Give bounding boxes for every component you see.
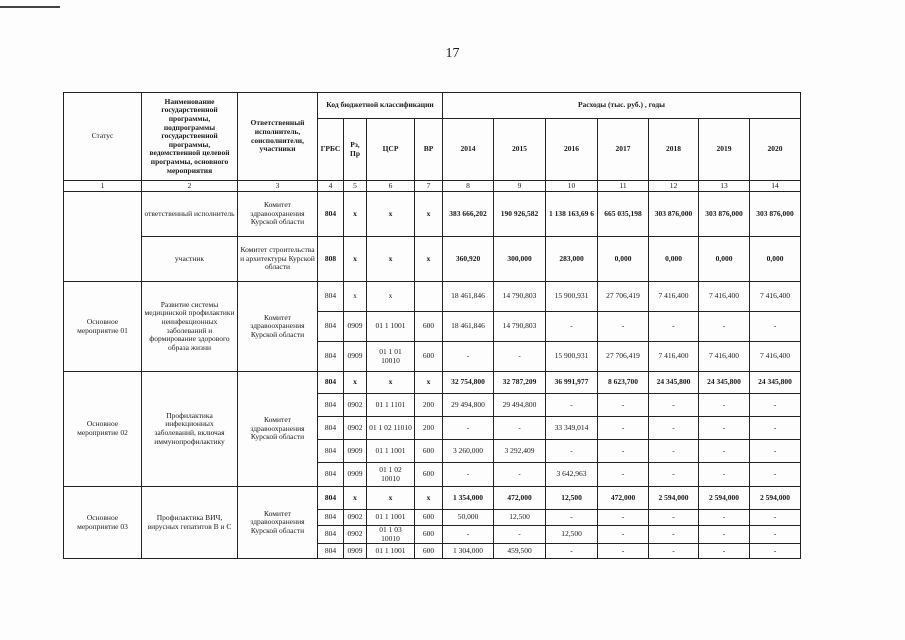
value-cell: 15 900,931	[546, 342, 598, 372]
top-rule	[0, 6, 60, 8]
value-cell: -	[546, 510, 598, 526]
value-cell: -	[598, 544, 649, 559]
column-number: 9	[494, 181, 546, 192]
value-cell: -	[546, 394, 598, 417]
value-cell: 300,000	[494, 237, 546, 282]
value-cell: -	[750, 417, 801, 440]
value-cell: -	[699, 544, 750, 559]
csr-cell: x	[367, 282, 415, 312]
header-year: 2014	[443, 119, 494, 181]
value-cell: 3 642,963	[546, 463, 598, 487]
value-cell: 3 292,409	[494, 440, 546, 463]
value-cell: 14 790,803	[494, 312, 546, 342]
value-cell: 29 494,800	[443, 394, 494, 417]
vr-cell: 600	[415, 526, 443, 544]
table-row	[64, 192, 801, 237]
rzpr-cell: 0909	[344, 312, 367, 342]
value-cell: -	[598, 510, 649, 526]
value-cell: -	[443, 526, 494, 544]
rzpr-cell: 0902	[344, 510, 367, 526]
value-cell: -	[699, 526, 750, 544]
grbs-cell: 804	[318, 487, 344, 510]
value-cell: 1 354,000	[443, 487, 494, 510]
value-cell: -	[750, 526, 801, 544]
value-cell: -	[750, 463, 801, 487]
value-cell: 1 138 163,69 6	[546, 192, 598, 237]
csr-cell: 01 1 1001	[367, 510, 415, 526]
value-cell: 283,000	[546, 237, 598, 282]
value-cell: -	[494, 342, 546, 372]
value-cell: 36 991,977	[546, 372, 598, 394]
page-number: 17	[445, 46, 460, 61]
rzpr-cell: 0902	[344, 417, 367, 440]
column-number: 8	[443, 181, 494, 192]
status-cell	[64, 192, 142, 282]
value-cell: -	[649, 526, 699, 544]
column-number: 5	[344, 181, 367, 192]
value-cell: 7 416,400	[750, 342, 801, 372]
executor-cell: Комитет здравоохранения Курской области	[238, 192, 318, 237]
value-cell: 2 594,000	[649, 487, 699, 510]
header-responsible: Ответственный исполнитель, соисполнители, участники	[238, 93, 318, 181]
table-row	[64, 237, 801, 282]
value-cell: 3 260,000	[443, 440, 494, 463]
value-cell: 32 754,800	[443, 372, 494, 394]
csr-cell: 01 1 02 10010	[367, 463, 415, 487]
activity-executor: Комитет здравоохранения Курской области	[238, 487, 318, 559]
activity-name: Профилактика ВИЧ, вирусных гепатитов В и С	[142, 487, 238, 559]
value-cell: -	[546, 440, 598, 463]
value-cell: 0,000	[750, 237, 801, 282]
value-cell: 32 787,209	[494, 372, 546, 394]
value-cell: -	[494, 417, 546, 440]
column-number: 14	[750, 181, 801, 192]
rzpr-cell: x	[344, 487, 367, 510]
value-cell: 27 706,419	[598, 342, 649, 372]
value-cell: -	[699, 463, 750, 487]
rzpr-cell: x	[344, 192, 367, 237]
grbs-cell: 804	[318, 440, 344, 463]
value-cell: 7 416,400	[699, 342, 750, 372]
value-cell: 18 461,846	[443, 312, 494, 342]
csr-cell: 01 1 1001	[367, 544, 415, 559]
table-row	[64, 487, 801, 510]
header-expenses: Расходы (тыс. руб.) , годы	[443, 93, 801, 119]
value-cell: 383 666,202	[443, 192, 494, 237]
role-cell: ответственный исполнитель	[142, 192, 238, 237]
value-cell: 1 304,000	[443, 544, 494, 559]
value-cell: 459,500	[494, 544, 546, 559]
value-cell: 12,500	[546, 487, 598, 510]
grbs-cell: 804	[318, 192, 344, 237]
value-cell: 29 494,800	[494, 394, 546, 417]
rzpr-cell: x	[344, 237, 367, 282]
table-row	[64, 372, 801, 394]
value-cell: 303 876,000	[750, 192, 801, 237]
grbs-cell: 804	[318, 526, 344, 544]
vr-cell: 200	[415, 394, 443, 417]
value-cell: 15 900,931	[546, 282, 598, 312]
value-cell: -	[699, 417, 750, 440]
role-cell: участник	[142, 237, 238, 282]
vr-cell: x	[415, 487, 443, 510]
column-number: 11	[598, 181, 649, 192]
header-grbs: ГРБС	[318, 119, 344, 181]
csr-cell: x	[367, 237, 415, 282]
header-year: 2015	[494, 119, 546, 181]
value-cell: -	[649, 312, 699, 342]
value-cell: -	[750, 440, 801, 463]
grbs-cell: 804	[318, 544, 344, 559]
grbs-cell: 804	[318, 463, 344, 487]
grbs-cell: 804	[318, 372, 344, 394]
value-cell: 0,000	[649, 237, 699, 282]
value-cell: -	[699, 312, 750, 342]
value-cell: 190 926,582	[494, 192, 546, 237]
header-vr: ВР	[415, 119, 443, 181]
value-cell: 24 345,800	[649, 372, 699, 394]
activity-status: Основное мероприятие 02	[64, 372, 142, 487]
vr-cell: 600	[415, 463, 443, 487]
value-cell: 472,000	[494, 487, 546, 510]
table-row	[64, 282, 801, 312]
table-row	[64, 93, 801, 119]
rzpr-cell: x	[344, 372, 367, 394]
value-cell: -	[443, 417, 494, 440]
vr-cell: 600	[415, 342, 443, 372]
value-cell: 24 345,800	[699, 372, 750, 394]
rzpr-cell: 0909	[344, 463, 367, 487]
table-row	[64, 181, 801, 192]
header-budget-code: Код бюджетной классификации	[318, 93, 443, 119]
value-cell: -	[546, 544, 598, 559]
header-year: 2020	[750, 119, 801, 181]
activity-executor: Комитет здравоохранения Курской области	[238, 282, 318, 372]
value-cell: -	[494, 463, 546, 487]
value-cell: -	[699, 394, 750, 417]
value-cell: -	[598, 394, 649, 417]
grbs-cell: 804	[318, 342, 344, 372]
budget-table	[63, 92, 801, 559]
rzpr-cell: 0909	[344, 342, 367, 372]
vr-cell: 600	[415, 544, 443, 559]
header-year: 2016	[546, 119, 598, 181]
csr-cell: 01 1 1001	[367, 312, 415, 342]
value-cell: -	[598, 312, 649, 342]
grbs-cell: 804	[318, 282, 344, 312]
value-cell: 8 623,700	[598, 372, 649, 394]
activity-status: Основное мероприятие 01	[64, 282, 142, 372]
value-cell: -	[699, 510, 750, 526]
value-cell: 12,500	[494, 510, 546, 526]
value-cell: 0,000	[598, 237, 649, 282]
value-cell: 303 876,000	[699, 192, 750, 237]
rzpr-cell: 0909	[344, 440, 367, 463]
header-year: 2017	[598, 119, 649, 181]
vr-cell: x	[415, 192, 443, 237]
header-year: 2018	[649, 119, 699, 181]
value-cell: -	[598, 440, 649, 463]
value-cell: 27 706,419	[598, 282, 649, 312]
value-cell: 24 345,800	[750, 372, 801, 394]
column-number: 6	[367, 181, 415, 192]
value-cell: -	[598, 463, 649, 487]
rzpr-cell: 0902	[344, 526, 367, 544]
csr-cell: 01 1 1001	[367, 440, 415, 463]
csr-cell: 01 1 1101	[367, 394, 415, 417]
value-cell: -	[699, 440, 750, 463]
grbs-cell: 804	[318, 394, 344, 417]
vr-cell: x	[415, 372, 443, 394]
column-number: 13	[699, 181, 750, 192]
value-cell: 2 594,000	[699, 487, 750, 510]
header-csr: ЦСР	[367, 119, 415, 181]
activity-name: Профилактика инфекционных заболеваний, включая иммунопрофилактику	[142, 372, 238, 487]
value-cell: 18 461,846	[443, 282, 494, 312]
value-cell: 7 416,400	[649, 342, 699, 372]
csr-cell: 01 1 03 10010	[367, 526, 415, 544]
value-cell: -	[546, 312, 598, 342]
value-cell: -	[598, 417, 649, 440]
csr-cell: 01 1 02 11010	[367, 417, 415, 440]
header-name: Наименование государственной программы, подпрограммы государственной программы, ведомственной целевой программы, основного мероприятия	[142, 93, 238, 181]
vr-cell	[415, 282, 443, 312]
executor-cell: Комитет строительства и архитектуры Курской области	[238, 237, 318, 282]
value-cell: 12,500	[546, 526, 598, 544]
activity-name: Развитие системы медицинской профилактики неинфекционных заболеваний и формирование здорового образа жизни	[142, 282, 238, 372]
header-status: Статус	[64, 93, 142, 181]
grbs-cell: 804	[318, 312, 344, 342]
csr-cell: 01 1 01 10010	[367, 342, 415, 372]
csr-cell: x	[367, 487, 415, 510]
value-cell: 50,000	[443, 510, 494, 526]
column-number: 1	[64, 181, 142, 192]
value-cell: 7 416,400	[699, 282, 750, 312]
column-number: 3	[238, 181, 318, 192]
value-cell: 303 876,000	[649, 192, 699, 237]
vr-cell: 600	[415, 312, 443, 342]
activity-status: Основное мероприятие 03	[64, 487, 142, 559]
activity-executor: Комитет здравоохранения Курской области	[238, 372, 318, 487]
csr-cell: x	[367, 372, 415, 394]
value-cell: -	[649, 394, 699, 417]
csr-cell: x	[367, 192, 415, 237]
column-number: 10	[546, 181, 598, 192]
value-cell: -	[649, 510, 699, 526]
value-cell: -	[750, 312, 801, 342]
value-cell: -	[750, 394, 801, 417]
vr-cell: 600	[415, 510, 443, 526]
vr-cell: x	[415, 237, 443, 282]
header-rzpr: Рз, Пр	[344, 119, 367, 181]
value-cell: -	[443, 342, 494, 372]
value-cell: -	[649, 417, 699, 440]
value-cell: -	[649, 440, 699, 463]
value-cell: 360,920	[443, 237, 494, 282]
value-cell: -	[443, 463, 494, 487]
value-cell: 7 416,400	[649, 282, 699, 312]
value-cell: -	[750, 510, 801, 526]
value-cell: 14 790,803	[494, 282, 546, 312]
value-cell: -	[750, 544, 801, 559]
column-number: 2	[142, 181, 238, 192]
value-cell: 33 349,014	[546, 417, 598, 440]
value-cell: 2 594,000	[750, 487, 801, 510]
value-cell: 665 035,198	[598, 192, 649, 237]
rzpr-cell: 0902	[344, 394, 367, 417]
grbs-cell: 804	[318, 417, 344, 440]
column-number: 12	[649, 181, 699, 192]
value-cell: 472,000	[598, 487, 649, 510]
value-cell: -	[649, 544, 699, 559]
column-number: 4	[318, 181, 344, 192]
value-cell: -	[649, 463, 699, 487]
vr-cell: 200	[415, 417, 443, 440]
header-year: 2019	[699, 119, 750, 181]
vr-cell: 600	[415, 440, 443, 463]
grbs-cell: 804	[318, 510, 344, 526]
value-cell: -	[494, 526, 546, 544]
rzpr-cell: x	[344, 282, 367, 312]
value-cell: 7 416,400	[750, 282, 801, 312]
value-cell: 0,000	[699, 237, 750, 282]
value-cell: -	[598, 526, 649, 544]
grbs-cell: 808	[318, 237, 344, 282]
column-number: 7	[415, 181, 443, 192]
rzpr-cell: 0909	[344, 544, 367, 559]
